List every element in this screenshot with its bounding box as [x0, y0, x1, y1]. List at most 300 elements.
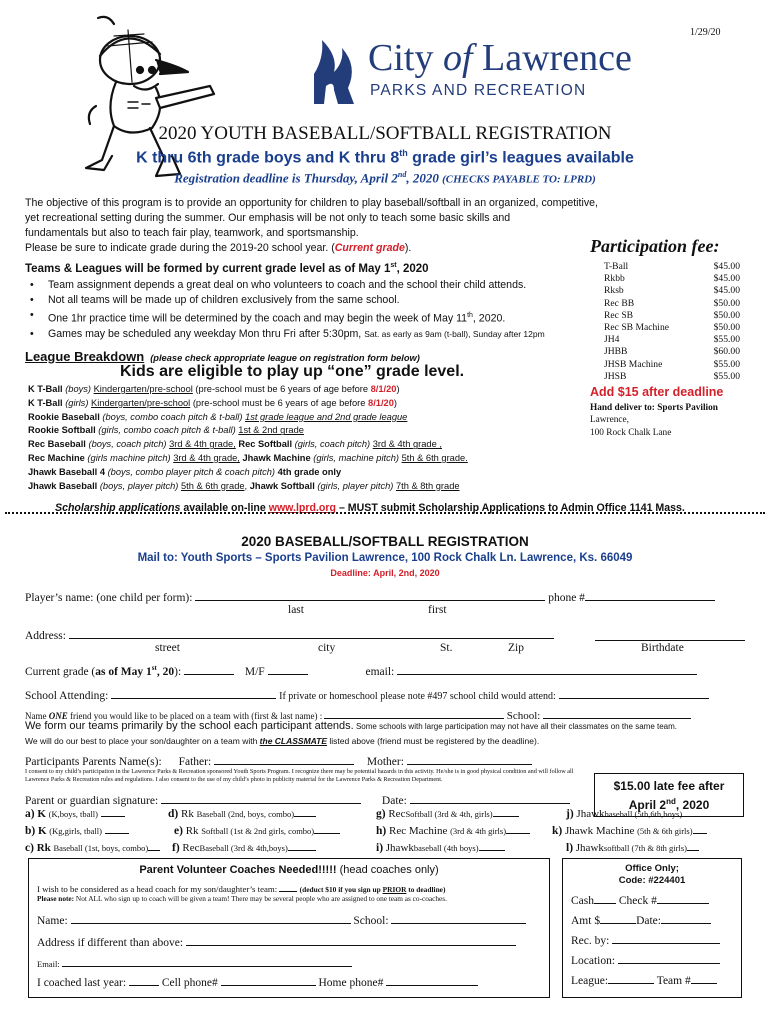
fee-name: Rec SB: [604, 309, 634, 321]
coached-field[interactable]: [129, 975, 159, 986]
mail-to-address: Mail to: Youth Sports – Sports Pavilion Lawrence, 100 Rock Chalk Ln. Lawrence, Ks. 66049: [137, 552, 633, 564]
city-label: city: [318, 642, 336, 654]
option-detail: baseball (5th,6th,boys): [604, 809, 683, 819]
objective-line: fundamentals but also to teach fair play, teamwork, and sportsmanship.: [25, 227, 359, 239]
player-name-row: [25, 590, 715, 604]
deadline-part: , 2020: [406, 170, 443, 186]
option-checkbox[interactable]: [294, 806, 316, 817]
birthdate-label: Birthdate: [641, 642, 684, 654]
option-detail: Baseball (3rd & 4th,boys): [199, 843, 288, 853]
league-date: 8/1/20: [370, 384, 397, 394]
option-label: Jhawk: [573, 808, 605, 820]
document-date: 1/29/20: [690, 27, 721, 38]
league-name: Rookie Baseball: [28, 411, 100, 422]
page-title: 2020 YOUTH BASEBALL/SOFTBALL REGISTRATION: [158, 123, 612, 144]
league-grade: 3rd & 4th grade,: [169, 439, 236, 450]
league-option-i[interactable]: [376, 840, 505, 854]
birthdate-field[interactable]: [595, 640, 745, 641]
rec-by-label: Rec. by:: [571, 935, 610, 947]
subtitle-sup: th: [399, 148, 408, 158]
league-desc: (girls, coach pitch): [292, 439, 373, 450]
option-checkbox[interactable]: [101, 806, 125, 817]
amount-field[interactable]: [600, 913, 636, 924]
friend-name-field[interactable]: [324, 708, 504, 719]
player-name-label: Player’s name: (one child per form):: [25, 592, 193, 604]
classmate-note: [25, 736, 539, 746]
consent-text: [25, 768, 585, 784]
league-desc: (boys, coach pitch): [85, 439, 170, 450]
location-field[interactable]: [618, 953, 720, 964]
cell-phone-label: Cell phone#: [161, 977, 218, 989]
father-field[interactable]: [214, 754, 354, 765]
list-item: [28, 327, 628, 342]
option-letter: c): [25, 842, 34, 854]
home-phone-field[interactable]: [386, 975, 478, 986]
league-name: Jhawk Softball: [247, 480, 315, 491]
last-label: last: [288, 604, 304, 616]
classmate-part: We will do our best to place your son/daughter on a team with: [25, 736, 260, 746]
objective-part: ).: [404, 242, 412, 254]
late-fee-part: April 2: [628, 798, 667, 812]
classmate-part: listed above (friend must be registered by the deadline).: [327, 736, 540, 746]
league-desc: (pre-school must be 6 years of age before: [192, 384, 371, 394]
teams-heading-part: , 2020: [396, 262, 429, 275]
fee-price: $50.00: [713, 297, 740, 309]
league-option-d[interactable]: [168, 806, 316, 820]
league-option-f[interactable]: [172, 840, 316, 854]
school-row: [25, 688, 709, 702]
current-grade-highlight: Current grade: [334, 242, 405, 254]
coach-address-field[interactable]: [186, 935, 516, 946]
coach-wish-field[interactable]: [279, 881, 297, 892]
deliver-line: 100 Rock Chalk Lane: [590, 427, 672, 438]
option-checkbox[interactable]: [479, 840, 505, 851]
friend-school-field[interactable]: [543, 708, 691, 719]
league-desc: ): [393, 397, 397, 408]
team-field[interactable]: [691, 973, 717, 984]
league-option-h[interactable]: [376, 823, 530, 837]
fee-price: $45.00: [713, 261, 740, 272]
league-name: Rec Machine: [28, 452, 85, 463]
grade-label: ):: [174, 666, 182, 678]
option-detail: softball (7th & 8th girls): [603, 843, 687, 853]
coach-title: [29, 864, 549, 876]
office-league-row: [571, 973, 717, 987]
office-date-field[interactable]: [661, 913, 711, 924]
league-name: Rookie Softball: [28, 425, 96, 436]
dotted-divider: [5, 512, 765, 518]
school-field[interactable]: [111, 688, 276, 699]
option-checkbox[interactable]: [506, 823, 530, 834]
league-grade: 1st grade league and 2nd grade league: [245, 411, 408, 422]
fee-name: JHSB Machine: [604, 358, 663, 370]
signature-label: Parent or guardian signature:: [25, 795, 159, 807]
registration-deadline: [0, 170, 770, 186]
fee-price: $60.00: [713, 346, 740, 358]
option-detail: Softball (3rd & 4th, girls): [405, 809, 493, 819]
deliver-line: Lawrence,: [590, 415, 629, 426]
league-grade: Kindergarten/pre-school: [93, 384, 193, 394]
gender-field[interactable]: [268, 664, 308, 675]
office-code: Code: #224401: [618, 875, 686, 886]
coach-title-part: Parent Volunteer Coaches Needed!!!!!: [139, 864, 337, 876]
fee-price: $50.00: [713, 322, 740, 334]
grade-label: as of May 1: [95, 666, 152, 678]
office-recby-row: [571, 933, 720, 947]
coach-address-row: [37, 935, 516, 949]
cash-field[interactable]: [594, 893, 616, 904]
coach-wish-note: PRIOR: [382, 885, 407, 894]
address-row: [25, 628, 554, 642]
coach-address-label: Address if different than above:: [37, 937, 184, 949]
option-letter: f): [172, 842, 180, 854]
coach-wish-row: [37, 881, 445, 894]
league-line: [28, 438, 588, 452]
logo-department: PARKS AND RECREATION: [370, 82, 587, 99]
league-option-a[interactable]: [25, 806, 125, 820]
email-field[interactable]: [397, 664, 697, 675]
league-line: [28, 480, 588, 494]
coach-phone-row: [37, 975, 478, 989]
league-line: [28, 424, 588, 438]
teams-heading: [25, 262, 429, 275]
address-field[interactable]: [69, 628, 554, 639]
grade-field[interactable]: [184, 664, 234, 675]
fee-price: $55.00: [713, 358, 740, 370]
league-heading: [25, 349, 420, 364]
office-cash-row: [571, 893, 709, 907]
option-letter: g): [376, 808, 386, 820]
logo-city-word: City: [368, 37, 434, 79]
coached-label: I coached last year:: [37, 977, 127, 989]
coach-name-row: [37, 913, 526, 927]
fee-price: $55.00: [713, 370, 740, 382]
option-letter: k): [552, 825, 563, 837]
option-label: Rec: [179, 842, 200, 854]
league-line: [28, 411, 588, 425]
office-location-row: [571, 953, 720, 967]
list-item: • Team assignment depends a great deal on who volunteers to coach and the school their child attends.: [28, 278, 628, 293]
league-grade: Kindergarten/pre-school: [91, 397, 191, 408]
option-letter: b): [25, 825, 36, 837]
league-grade: 5th & 6th grade,: [180, 480, 248, 491]
fee-name: T-Ball: [604, 261, 629, 272]
fee-name: Rksb: [604, 285, 624, 297]
league-option-l[interactable]: [566, 840, 699, 854]
option-detail: baseball (4th boys): [413, 843, 479, 853]
league-list: [28, 383, 588, 493]
location-label: Location:: [571, 955, 616, 967]
list-part: Sat. as early as 9am (t-ball), Sunday after 12pm: [364, 329, 545, 340]
fee-name: Rec BB: [604, 297, 635, 309]
fee-price: $55.00: [713, 334, 740, 346]
coach-wish-note: (deduct $10 if you sign up: [299, 885, 383, 894]
mother-field[interactable]: [407, 754, 532, 765]
friend-school-label: School:: [506, 710, 541, 722]
home-phone-label: Home phone#: [318, 977, 384, 989]
grade-row: [25, 664, 697, 678]
deliver-line: Hand deliver to: Sports Pavilion: [590, 403, 718, 414]
mother-label: Mother:: [366, 756, 404, 768]
signature-field[interactable]: [161, 793, 361, 804]
option-detail: Baseball (2nd, boys, combo): [196, 809, 295, 819]
state-label: St.: [440, 642, 453, 654]
league-desc: (girls machine pitch): [84, 452, 174, 463]
check-field[interactable]: [657, 893, 709, 904]
objective-part: Please be sure to indicate grade during the 2019-20 school year. (: [25, 242, 335, 254]
list-item: • Not all teams will be made up of children exclusively from the same school.: [28, 293, 628, 308]
league-name: Jhawk Baseball 4: [28, 466, 105, 477]
fee-row: [590, 346, 740, 358]
option-label: Jhawk Machine: [562, 825, 638, 837]
coach-name-field[interactable]: [71, 913, 351, 924]
option-label: K: [34, 808, 49, 820]
office-league-field[interactable]: [608, 973, 654, 984]
option-label: Jhawk: [383, 842, 414, 854]
league-grade: 7th & 8th grade: [395, 480, 460, 491]
option-letter: j): [566, 808, 574, 820]
teams-heading-part: Teams & Leagues will be formed by current grade level as of May 1: [25, 262, 391, 275]
street-label: street: [155, 642, 180, 654]
primary-note-part: Some schools with large participation may not have all their classmates on the same team.: [353, 722, 677, 731]
league-desc: (boys, combo coach pitch & t-ball): [99, 411, 246, 422]
option-checkbox[interactable]: [693, 823, 707, 834]
team-label: Team #: [656, 975, 691, 987]
league-desc: (girls, combo coach pitch & t-ball): [95, 425, 239, 436]
option-detail: (3rd & 4th girls): [450, 826, 507, 836]
office-amount-row: [571, 913, 711, 927]
option-checkbox[interactable]: [687, 840, 699, 851]
teams-list: [28, 278, 628, 342]
league-option-c[interactable]: [25, 840, 160, 854]
league-option-k[interactable]: [552, 823, 707, 837]
fee-row: [590, 371, 740, 383]
late-fee-sup: nd: [666, 797, 676, 806]
league-option-b[interactable]: [25, 823, 129, 837]
option-letter: a): [25, 808, 35, 820]
fee-name: JH4: [604, 334, 620, 346]
rec-by-field[interactable]: [612, 933, 720, 944]
league-grade: 4th grade only: [277, 466, 342, 477]
father-label: Father:: [178, 756, 212, 768]
signature-date-field[interactable]: [410, 793, 570, 804]
list-sup: th: [467, 312, 473, 320]
first-label: first: [428, 604, 447, 616]
consent-line: Lawrence Parks & Recreation rules and regulations. I also consent to the use of my child’s photo in publicity material for the Lawrence Parks & Recreation Department.: [25, 776, 443, 783]
option-checkbox[interactable]: [314, 823, 340, 834]
league-line: [28, 397, 588, 411]
late-fee-line: $15.00 late fee after: [613, 779, 725, 793]
list-part: One 1hr practice time will be determined by the coach and may begin the week of May 11: [48, 312, 468, 325]
scholarship-link[interactable]: www.lprd.org: [268, 502, 336, 514]
option-checkbox[interactable]: [288, 840, 316, 851]
objective-line: [25, 241, 625, 256]
fee-name: JHSB: [604, 370, 627, 382]
option-detail: (K,boys, tball): [48, 809, 98, 819]
late-fee-note: Add $15 after deadline: [590, 385, 724, 400]
cell-phone-field[interactable]: [221, 975, 316, 986]
option-label: K: [35, 825, 50, 837]
option-checkbox[interactable]: [682, 806, 696, 817]
league-option-g[interactable]: [376, 806, 519, 820]
league-name: K T-Ball: [28, 397, 63, 408]
option-letter: e): [174, 825, 183, 837]
fee-name: Rec SB Machine: [604, 322, 670, 334]
zip-label: Zip: [508, 642, 524, 654]
email-label: email:: [365, 666, 395, 678]
fee-name: JHBB: [604, 346, 628, 358]
fee-price: $45.00: [713, 273, 740, 285]
city-logo: [304, 38, 664, 108]
checks-payable: (CHECKS PAYABLE TO: LPRD): [442, 173, 596, 186]
coach-wish-note: to deadline): [406, 885, 446, 894]
option-detail: (5th & 6th girls): [637, 826, 693, 836]
grade-label: Current grade (: [25, 666, 96, 678]
fee-row: [590, 261, 740, 273]
option-label: Rk: [182, 825, 202, 837]
logo-lawrence-word: Lawrence: [482, 37, 632, 79]
homeschool-label: If private or homeschool please note #497 school child would attend:: [279, 691, 556, 702]
league-line: [28, 383, 588, 397]
league-desc: (girls, machine pitch): [310, 452, 402, 463]
late-fee-part: , 2020: [675, 798, 710, 812]
gender-label: M/F: [244, 666, 265, 678]
option-letter: l): [566, 842, 574, 854]
scholarship-part: available on-line: [180, 502, 269, 514]
option-letter: h): [376, 825, 387, 837]
fee-row: [590, 359, 740, 371]
league-option-e[interactable]: [174, 823, 340, 837]
eligibility-note: Kids are eligible to play up “one” grade level.: [120, 363, 465, 380]
league-desc: (girls, player pitch): [314, 480, 396, 491]
option-label: Rec Machine: [386, 825, 451, 837]
league-name: Rec Baseball: [28, 439, 86, 450]
page-subtitle: [0, 148, 770, 167]
fee-price: $45.00: [713, 285, 740, 297]
league-desc: ): [396, 384, 400, 394]
friend-label: Name: [25, 711, 49, 721]
option-label: Jhawk: [573, 842, 604, 854]
scholarship-part: Scholarship applications: [55, 502, 181, 514]
coach-email-field[interactable]: [62, 956, 352, 967]
check-label: Check #: [618, 895, 657, 907]
fee-title: Participation fee:: [590, 236, 720, 256]
scholarship-part: – MUST submit Scholarship Applications to Admin Office 1141 Mass.: [336, 502, 685, 514]
coach-school-field[interactable]: [391, 913, 526, 924]
city-flame-icon: [304, 38, 364, 108]
league-name: Rec Softball: [235, 439, 293, 450]
objective-line: The objective of this program is to provide an opportunity for children to play baseball/softball in an organized, competitive,: [25, 197, 598, 209]
league-name: Jhawk Machine: [239, 452, 311, 463]
friend-label: ONE: [48, 711, 68, 721]
option-checkbox[interactable]: [105, 823, 129, 834]
league-heading-text: League Breakdown: [25, 349, 145, 364]
office-league-label: League:: [571, 975, 609, 987]
league-option-j[interactable]: [566, 806, 696, 820]
league-line: [28, 452, 588, 466]
volunteer-coach-box: [28, 858, 550, 998]
teams-heading-sup: st: [390, 262, 397, 269]
signature-date-label: Date:: [381, 795, 407, 807]
cash-label: Cash: [571, 895, 594, 907]
league-name: K T-Ball: [28, 384, 63, 394]
fee-price: $50.00: [713, 309, 740, 321]
signature-row: [25, 793, 570, 807]
option-letter: i): [376, 842, 384, 854]
objective-line: yet recreational setting during the summer. Our emphasis will be not only to teach some basic skills and: [25, 212, 511, 224]
school-label: School Attending:: [25, 690, 109, 702]
league-grade: 3rd & 4th grade ,: [372, 439, 442, 450]
coach-name-label: Name:: [37, 915, 68, 927]
coach-note-part: Not ALL who sign up to coach will be given a team! There may be several people who are assigned to one team as co-coaches.: [74, 894, 447, 903]
office-date-label: Date:: [636, 915, 661, 927]
teams-primary-note: [25, 720, 677, 732]
league-desc: (pre-school must be 6 years of age before: [190, 397, 369, 408]
coach-school-label: School:: [353, 915, 389, 927]
office-use-box: [562, 858, 742, 998]
hand-deliver-note: [590, 402, 740, 439]
coach-title-part: (head coaches only): [336, 864, 439, 876]
grade-label: , 20: [156, 666, 175, 678]
objective-paragraph: [25, 196, 625, 256]
coach-email-label: Email:: [37, 959, 60, 969]
registration-title: 2020 BASEBALL/SOFTBALL REGISTRATION: [241, 534, 529, 549]
deadline-part: Registration deadline is Thursday, April 2: [174, 170, 398, 186]
subtitle-part: grade girl’s leagues available: [407, 149, 634, 167]
option-checkbox[interactable]: [148, 840, 160, 851]
logo-of-word: of: [442, 37, 473, 79]
amount-label: Amt $: [571, 915, 601, 927]
league-name: Jhawk Baseball: [28, 480, 98, 491]
option-checkbox[interactable]: [493, 806, 519, 817]
fee-name: Rkbb: [604, 273, 625, 285]
coach-note-part: Please note:: [37, 894, 75, 903]
office-title: Office Only;: [625, 863, 679, 874]
list-part: , 2020.: [472, 312, 506, 325]
grade-sup: st: [151, 664, 157, 673]
option-label: Rk: [33, 842, 54, 854]
primary-note-part: We form our teams primarily by the school each participant attends.: [25, 720, 354, 732]
coach-note: [37, 894, 447, 903]
phone-label: phone #: [548, 592, 585, 604]
form-deadline: Deadline: April, 2nd, 2020: [330, 568, 440, 578]
homeschool-field[interactable]: [559, 688, 709, 699]
league-desc: (boys, player pitch): [97, 480, 181, 491]
phone-field[interactable]: [585, 590, 715, 601]
league-grade: 5th & 6th grade.: [401, 452, 468, 463]
option-detail: (Kg,girls, tball): [49, 826, 102, 836]
coach-wish-label: I wish to be considered as a head coach for my son/daughter’s team:: [37, 884, 278, 894]
coach-email-row: [37, 956, 352, 969]
league-line: [28, 466, 588, 480]
league-desc: (boys, combo player pitch & coach pitch): [105, 466, 278, 477]
option-label: Rec: [385, 808, 406, 820]
address-label: Address:: [25, 630, 66, 642]
option-label: Rk: [178, 808, 197, 820]
player-name-field[interactable]: [195, 590, 545, 601]
league-date: 8/1/20: [368, 397, 394, 408]
league-grade: 1st & 2nd grade: [238, 425, 304, 436]
option-letter: d): [168, 808, 179, 820]
league-desc: (boys): [62, 384, 94, 394]
classmate-part: the CLASSMATE: [259, 736, 328, 746]
league-grade: 3rd & 4th grade,: [173, 452, 240, 463]
league-desc: (girls): [62, 397, 92, 408]
option-detail: Softball (1st & 2nd girls, combo): [201, 826, 315, 836]
list-part: Games may be scheduled any weekday Mon thru Fri after 5:30pm,: [48, 328, 365, 341]
deadline-sup: nd: [397, 170, 407, 179]
parents-row: [25, 754, 532, 768]
